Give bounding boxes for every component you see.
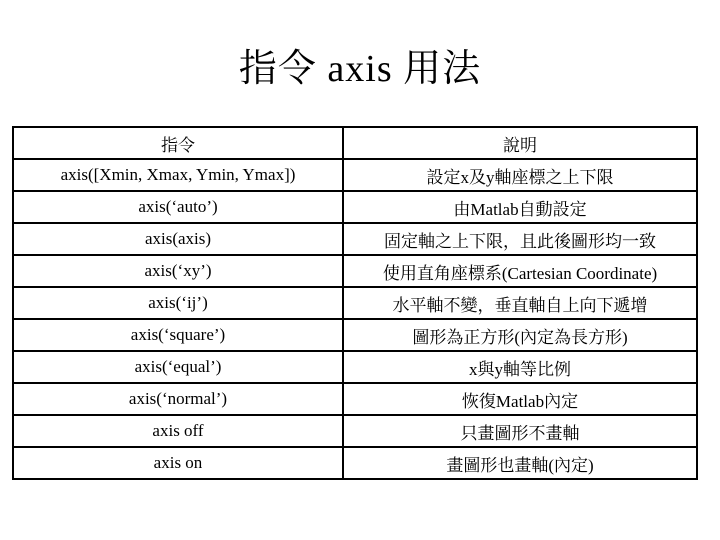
description-cell: 圖形為正方形(內定為長方形) (343, 319, 697, 351)
table-header-row (13, 127, 697, 159)
command-cell: axis(‘auto’) (13, 191, 343, 223)
command-cell: axis([Xmin, Xmax, Ymin, Ymax]) (13, 159, 343, 191)
description-cell: 設定x及y軸座標之上下限 (343, 159, 697, 191)
command-cell: axis on (13, 447, 343, 479)
table-row (13, 191, 697, 223)
description-cell: 畫圖形也畫軸(內定) (343, 447, 697, 479)
description-cell: 由Matlab自動設定 (343, 191, 697, 223)
description-cell: x與y軸等比例 (343, 351, 697, 383)
header-command: 指令 (13, 127, 343, 159)
description-cell: 水平軸不變，垂直軸自上向下遞增 (343, 287, 697, 319)
command-cell: axis(‘equal’) (13, 351, 343, 383)
command-cell: axis off (13, 415, 343, 447)
command-cell: axis(‘normal’) (13, 383, 343, 415)
table-row (13, 351, 697, 383)
table-row (13, 287, 697, 319)
table-row (13, 415, 697, 447)
command-cell: axis(axis) (13, 223, 343, 255)
table-row (13, 159, 697, 191)
table-row (13, 319, 697, 351)
table-row (13, 223, 697, 255)
description-cell: 固定軸之上下限，且此後圖形均一致 (343, 223, 697, 255)
command-cell: axis(‘xy’) (13, 255, 343, 287)
table-row (13, 255, 697, 287)
description-cell: 恢復Matlab內定 (343, 383, 697, 415)
command-cell: axis(‘square’) (13, 319, 343, 351)
page-title: 指令 axis 用法 (238, 48, 482, 90)
description-cell: 使用直角座標系(Cartesian Coordinate) (343, 255, 697, 287)
description-cell: 只畫圖形不畫軸 (343, 415, 697, 447)
axis-usage-table (12, 126, 698, 480)
table-row (13, 447, 697, 479)
table-row (13, 383, 697, 415)
command-cell: axis(‘ij’) (13, 287, 343, 319)
header-description: 說明 (343, 127, 697, 159)
